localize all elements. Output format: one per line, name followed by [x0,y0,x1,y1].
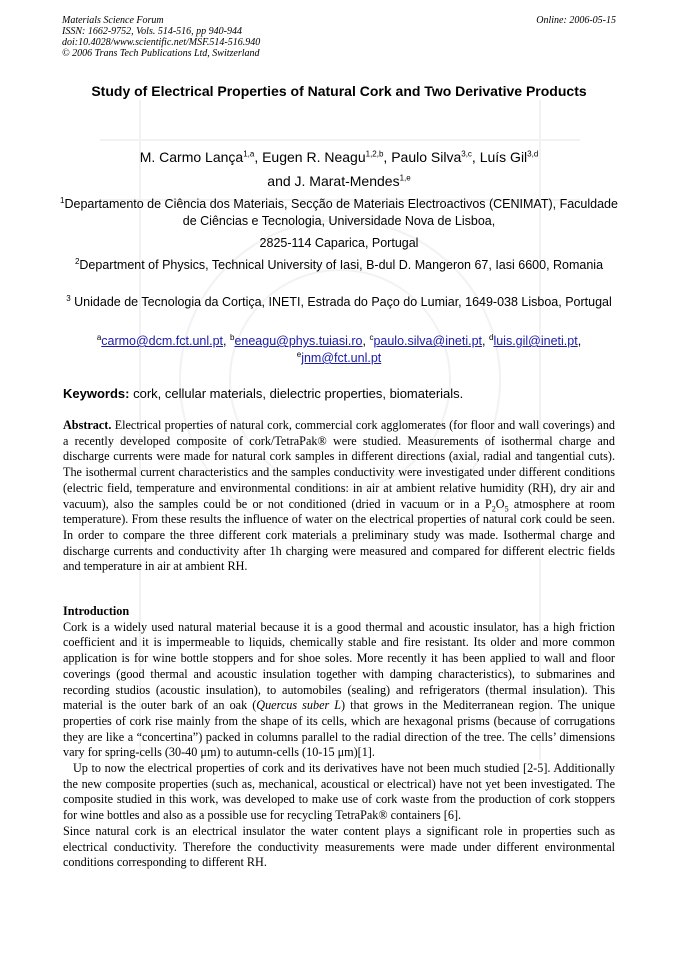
journal-name: Materials Science Forum [62,15,164,26]
affiliation-2: $^2$Department of Physics, Technical University of Iasi, B-dul D. Mangeron 67, Iasi 6600, Romania [74,256,604,272]
author: Luís Gil$^{3,d}$ [479,149,539,165]
intro-paragraph: Up to now the electrical properties of cork and its derivatives have not been much studied [2-5]. Additionally the new composite properties (such as, mechanical, acoustical or electrical) have not yet been investigated. The composite studied in this work, was developed to make use of cork waste from the production of cork stoppers for wine bottles and also as a possible use for recycling TetraPak® containers [6]. [63,761,615,823]
affiliation-1: $^1$Departamento de Ciência dos Materiais, Secção de Materiais Electroactivos (CENIMAT), Faculdade de Ciências e Tecnologia, Universidade Nova de Lisboa, [60,195,618,228]
author-list: M. Carmo Lança$^{1,a}$, Eugen R. Neagu$^{1,2,b}$, Paulo Silva$^{3,c}$, Luís Gil$^{3,d}$ and J. Marat-Mendes$^{1,e}$ [139,149,539,189]
journal-header [62,15,616,59]
doi: doi:10.4028/www.scientific.net/MSF.514-516.940 [62,37,261,48]
email-link[interactable]: paulo.silva@ineti.pt [373,334,483,348]
author-conjunction: and [267,173,291,189]
author: J. Marat-Mendes$^{1,e}$ [294,173,411,189]
email-link[interactable]: luis.gil@ineti.pt [493,334,578,348]
keywords-label: Keywords: [63,386,130,401]
intro-paragraph: Since natural cork is an electrical insulator the water content plays a significant role in properties such as electrical conductivity. Therefore the conductivity measurements were made under different environmental conditions corresponding to different RH. [63,823,615,870]
author: M. Carmo Lança$^{1,a}$ [139,149,255,165]
issn: ISSN: 1662-9752, Vols. 514-516, pp 940-944 [62,26,242,37]
email-list: $^a$carmo@dcm.fct.unl.pt, $^b$eneagu@phys.tuiasi.ro, $^c$paulo.silva@ineti.pt, $^d$luis.gil@ineti.pt, $^e$jnm@fct.unl.pt [96,332,582,365]
affiliation-3: $^3$ Unidade de Tecnologia da Cortiça, INETI, Estrada do Paço do Lumiar, 1649-038 Lisboa, Portugal [66,293,612,309]
author: Eugen R. Neagu$^{1,2,b}$ [262,149,384,165]
email-link[interactable]: carmo@dcm.fct.unl.pt [101,334,224,348]
email-link[interactable]: jnm@fct.unl.pt [301,351,382,365]
email-link[interactable]: eneagu@phys.tuiasi.ro [234,334,363,348]
paper-title: Study of Electrical Properties of Natural Cork and Two Derivative Products [91,83,587,99]
introduction [63,604,615,871]
introduction-heading: Introduction [63,604,130,618]
abstract-text-cont: atmosphere at room temperature). From these results the influence of water on the electrical properties of natural cork could be seen. In order to compare the three different cork materials a preliminary study was made. Isothermal charge and discharge currents and conductivity after 1h charging were measured and compared for different electric fields and temperature in air at ambient RH. [63,496,616,574]
abstract-label: Abstract. [63,418,112,432]
abstract: Abstract. Electrical properties of natural cork, commercial cork agglomerates (for floor and wall coverings) and a recently developed composite of cork/TetraPak® were studied. Measurements of isothermal charge and discharge currents were made for natural cork samples in different directions (axial, radial and tangential cuts). The isothermal current characteristics and the samples conductivity were investigated under different conditions (electric field, temperature and environmental conditions: in air at ambient relative humidity (RH), dry air and vacuum), also the samples could be or not conditioned (dried in vacuum or in a $P_2O_5$ atmosphere at room temperature). From these results the influence of water on the electrical properties of natural cork could be seen. In order to compare the three different cork materials a preliminary study was made. Isothermal charge and discharge currents and conductivity after 1h charging were measured and compared for different electric fields and temperature in air at ambient RH. [63,418,616,574]
keywords-text: cork, cellular materials, dielectric properties, biomaterials. [133,386,464,401]
abstract-text: Electrical properties of natural cork, commercial cork agglomerates (for floor and wall coverings) and a recently developed composite of cork/TetraPak® were studied. Measurements of isothermal charge and discharge currents were made for natural cork samples in different directions (axial, radial and tangential cuts). The isothermal current characteristics and the samples conductivity were investigated under different conditions (electric field, temperature and environmental conditions: in air at ambient relative humidity (RH), dry air and vacuum), also the samples could be or not conditioned (dried in vacuum or in a P [63,418,616,511]
intro-paragraph: Cork is a widely used natural material because it is a good thermal and acoustic insulator, has a high friction coefficient and it is impermeable to liquids, chemically stable and fire resistant. Its older and more common application is for wine bottle stoppers and for shoe soles. More recently it has been applied to wall and floor coverings (good thermal and acoustic insulation together with damping characteristics), to submarines and recording studios (acoustic insulation), to automobiles (sealing) and refrigerators (thermal insulation). This material is the outer bark of an oak (Quercus suber L) that grows in the Mediterranean region. The unique properties of cork rise mainly from the shape of its cells, which are hexagonal prisms (because of corrugations they are like a “concertina”) packed in columns parallel to the radial direction of the tree. The cells’ dimensions vary for spring-cells (30-40 μm) to autumn-cells (10-15 μm)[1]. [63,619,615,760]
copyright: © 2006 Trans Tech Publications Ltd, Switzerland [62,48,260,59]
keywords [63,386,615,401]
author: Paulo Silva$^{3,c}$ [391,149,472,165]
online-date: Online: 2006-05-15 [536,15,616,26]
affiliation-1-address: 2825-114 Caparica, Portugal [259,236,419,250]
